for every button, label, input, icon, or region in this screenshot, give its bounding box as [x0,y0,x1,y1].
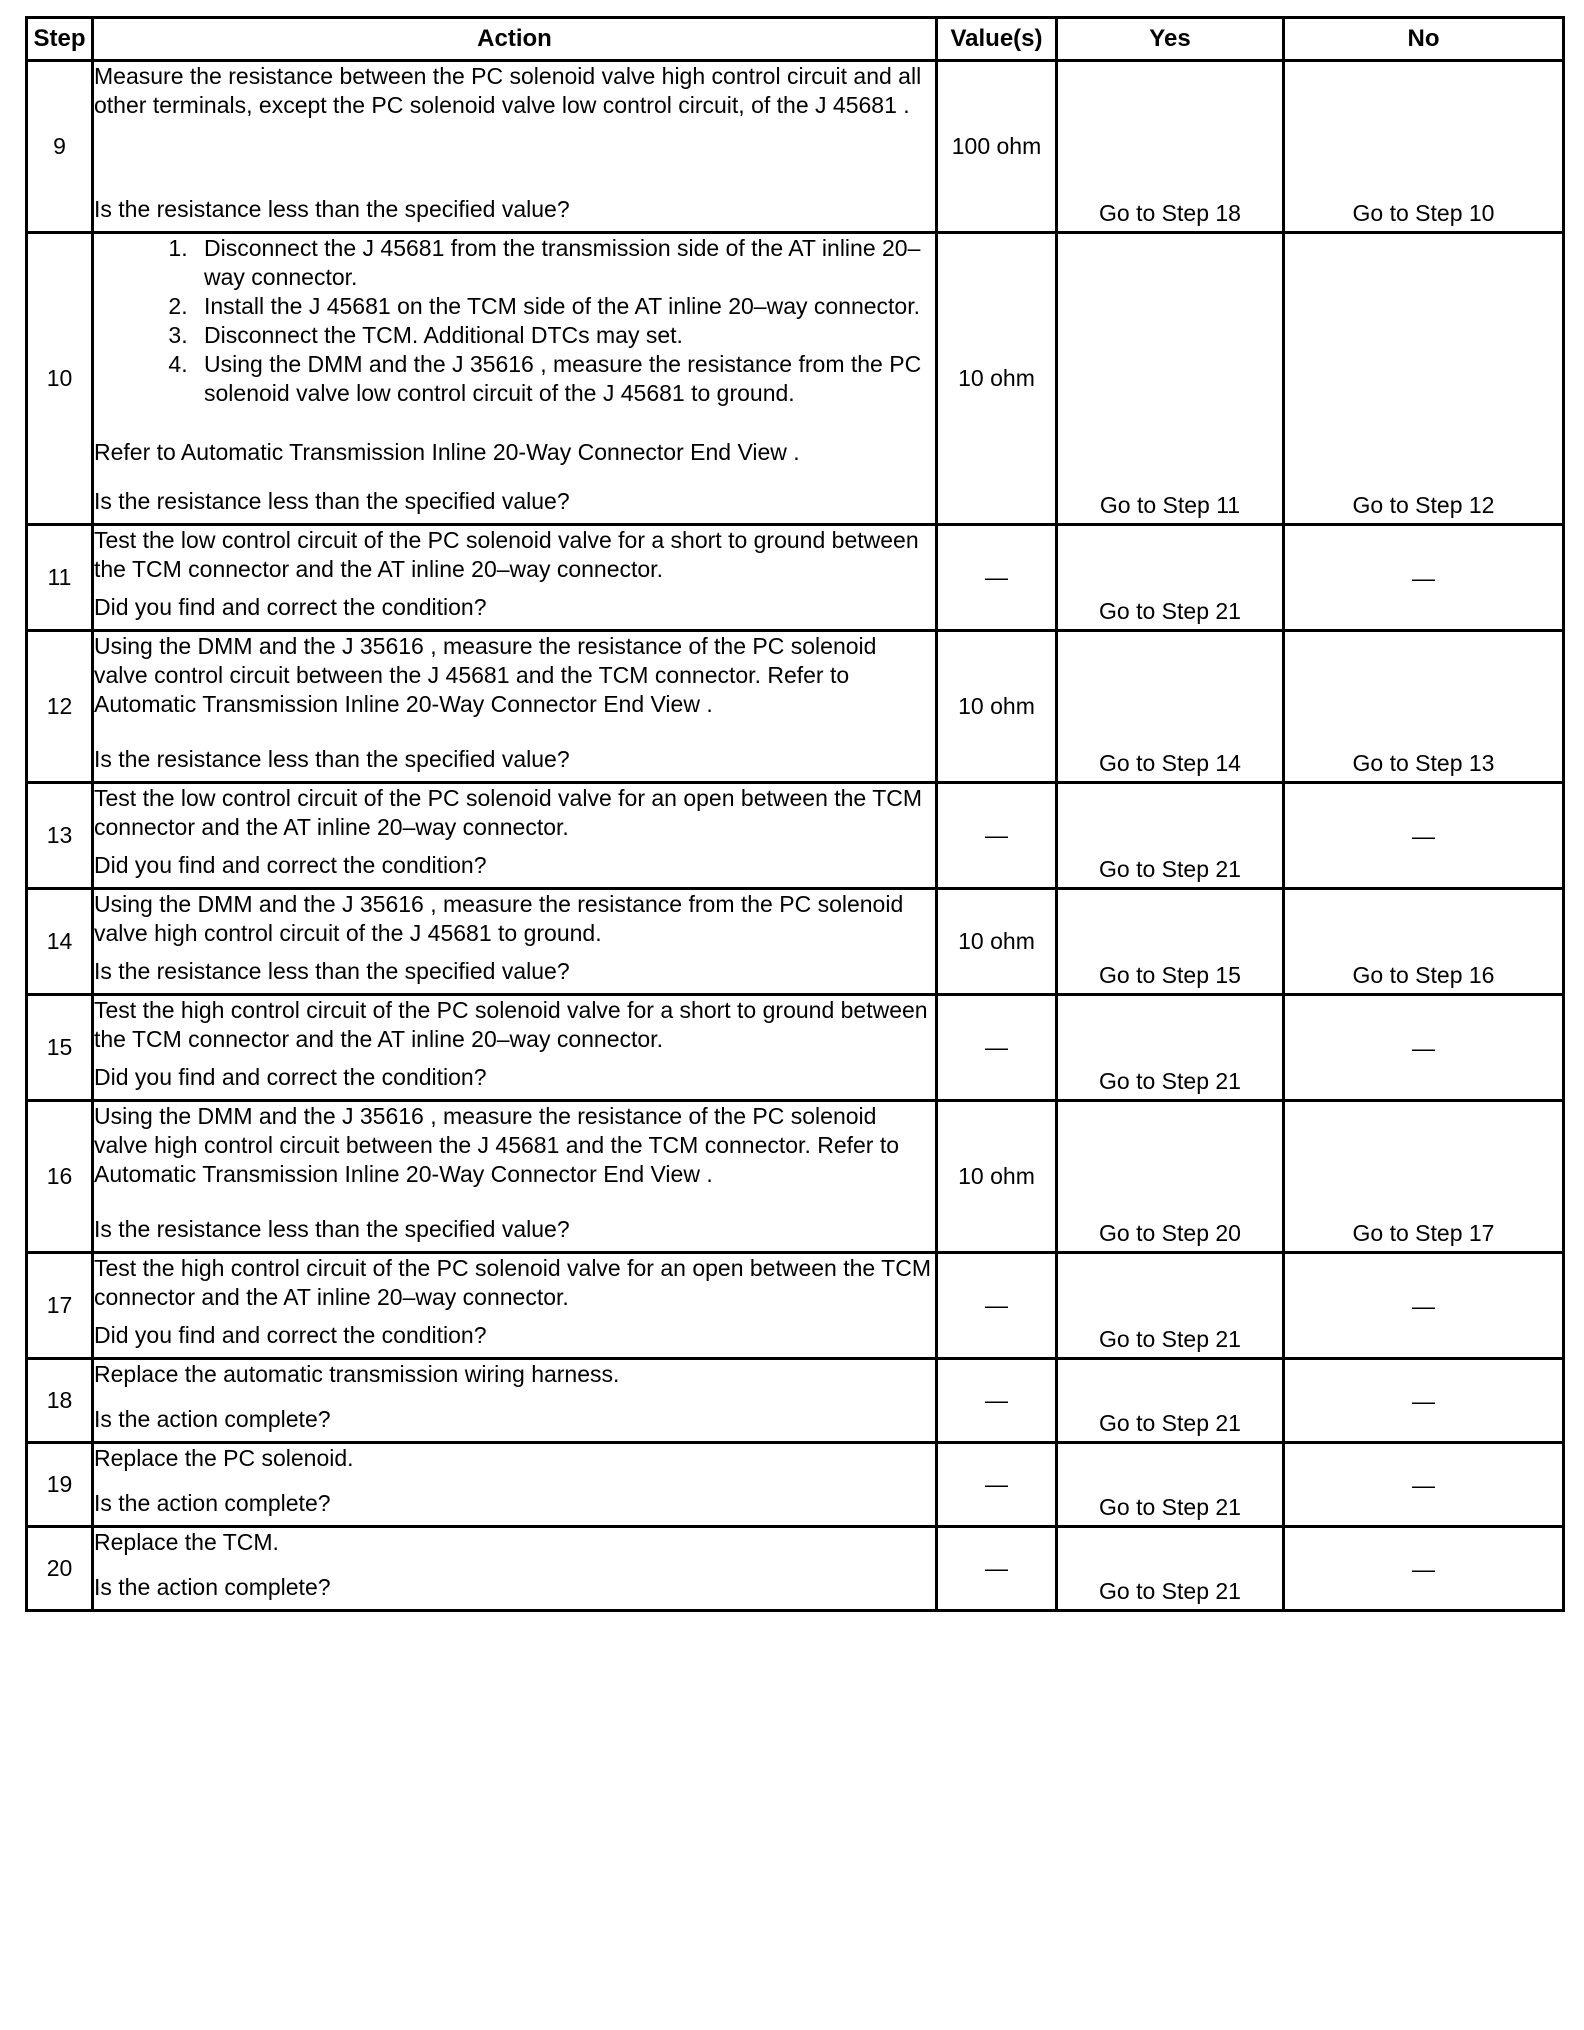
no-dash: — [1412,1471,1435,1498]
action-cell [93,1359,937,1443]
action-cell [93,631,937,783]
no-cell [1284,889,1564,995]
action-cell [93,995,937,1101]
no-goto-link[interactable]: Go to Step 16 [1352,962,1495,988]
action-steps-list [94,234,935,408]
action-text: Test the high control circuit of the PC solenoid valve for a short to ground between the TCM connector and the AT inline 20–way connector. [94,997,928,1052]
yes-cell [1057,783,1284,889]
yes-cell [1057,525,1284,631]
value-cell: — [937,525,1057,631]
action-step-item: 4. Using the DMM and the J 35616 , measure the resistance from the PC solenoid valve low control circuit of the J 45681 to ground. [194,350,935,408]
step-number: 19 [27,1443,93,1527]
action-cell [93,1101,937,1253]
header-values: Value(s) [937,18,1057,61]
action-text: Replace the automatic transmission wiring harness. [94,1361,620,1387]
action-text: Test the high control circuit of the PC solenoid valve for an open between the TCM connector and the AT inline 20–way connector. [94,1255,931,1310]
value-cell: — [937,995,1057,1101]
no-cell [1284,1101,1564,1253]
yes-cell [1057,233,1284,525]
step-number: 14 [27,889,93,995]
no-cell [1284,1443,1564,1527]
no-goto-link[interactable]: Go to Step 13 [1352,750,1495,776]
step-number: 20 [27,1527,93,1611]
no-cell [1284,1527,1564,1611]
no-cell [1284,1359,1564,1443]
action-text: Replace the TCM. [94,1529,279,1555]
action-cell [93,233,937,525]
yes-goto-link[interactable]: Go to Step 15 [1099,962,1241,988]
action-step-item: 1. Disconnect the J 45681 from the transmission side of the AT inline 20–way connector. [194,234,935,292]
yes-cell [1057,1253,1284,1359]
no-dash: — [1412,1292,1435,1319]
action-cell [93,1253,937,1359]
value-cell: — [937,1443,1057,1527]
action-question: Is the resistance less than the specified value? [94,958,570,984]
value-cell: — [937,1527,1057,1611]
no-dash: — [1412,822,1435,849]
action-question: Is the action complete? [94,1406,331,1432]
no-dash: — [1412,564,1435,591]
yes-cell [1057,1527,1284,1611]
table-body [27,61,1564,1611]
table-row [27,61,1564,233]
yes-goto-link[interactable]: Go to Step 21 [1099,1410,1241,1436]
value-cell: 10 ohm [937,1101,1057,1253]
action-cell [93,1443,937,1527]
table-row [27,631,1564,783]
header-yes: Yes [1057,18,1284,61]
step-number: 16 [27,1101,93,1253]
yes-goto-link[interactable]: Go to Step 21 [1099,856,1241,882]
action-question: Is the resistance less than the specified value? [94,746,570,772]
yes-cell [1057,995,1284,1101]
header-action: Action [93,18,937,61]
no-cell [1284,1253,1564,1359]
action-question: Is the action complete? [94,1574,331,1600]
step-number: 12 [27,631,93,783]
no-goto-link[interactable]: Go to Step 10 [1352,200,1495,226]
yes-goto-link[interactable]: Go to Step 11 [1099,492,1241,518]
table-row [27,783,1564,889]
no-goto-link[interactable]: Go to Step 17 [1352,1220,1495,1246]
table-row [27,1527,1564,1611]
action-question: Did you find and correct the condition? [94,852,487,878]
action-question: Is the action complete? [94,1490,331,1516]
no-cell [1284,995,1564,1101]
table-row [27,1359,1564,1443]
no-goto-link[interactable]: Go to Step 12 [1352,492,1495,518]
no-cell [1284,631,1564,783]
value-cell: — [937,783,1057,889]
no-dash: — [1412,1387,1435,1414]
value-cell: 100 ohm [937,61,1057,233]
action-question: Is the resistance less than the specified value? [94,1216,570,1242]
action-step-item: 3. Disconnect the TCM. Additional DTCs may set. [194,321,935,350]
header-row [27,18,1564,61]
step-number: 18 [27,1359,93,1443]
step-number: 10 [27,233,93,525]
no-cell [1284,61,1564,233]
action-question: Did you find and correct the condition? [94,1322,487,1348]
action-cell [93,525,937,631]
yes-goto-link[interactable]: Go to Step 21 [1099,1326,1241,1352]
value-cell: 10 ohm [937,233,1057,525]
table-row [27,1443,1564,1527]
yes-goto-link[interactable]: Go to Step 21 [1099,1494,1241,1520]
action-text: Using the DMM and the J 35616 , measure the resistance from the PC solenoid valve high control circuit of the J 45681 to ground. [94,891,904,946]
header-step: Step [27,18,93,61]
action-question: Is the resistance less than the specified value? [94,488,570,514]
action-question: Did you find and correct the condition? [94,594,487,620]
no-dash: — [1412,1034,1435,1061]
yes-goto-link[interactable]: Go to Step 21 [1099,598,1241,624]
yes-cell [1057,631,1284,783]
yes-cell [1057,61,1284,233]
no-dash: — [1412,1555,1435,1582]
action-text: Measure the resistance between the PC solenoid valve high control circuit and all other terminals, except the PC solenoid valve low control circuit, of the J 45681 . [94,63,922,118]
table-row [27,525,1564,631]
table-row [27,233,1564,525]
table-row [27,1253,1564,1359]
yes-cell [1057,889,1284,995]
table-row [27,889,1564,995]
action-cell [93,783,937,889]
action-cell [93,61,937,233]
action-text: Test the low control circuit of the PC solenoid valve for an open between the TCM connector and the AT inline 20–way connector. [94,785,923,840]
action-text: Test the low control circuit of the PC solenoid valve for a short to ground between the TCM connector and the AT inline 20–way connector. [94,527,919,582]
action-step-item: 2. Install the J 45681 on the TCM side of the AT inline 20–way connector. [194,292,935,321]
step-number: 9 [27,61,93,233]
action-text: Using the DMM and the J 35616 , measure the resistance of the PC solenoid valve control circuit between the J 45681 and the TCM connector. Refer to Automatic Transmission Inline 20-Way Connector End View . [94,633,877,717]
step-number: 13 [27,783,93,889]
yes-cell [1057,1359,1284,1443]
action-reference: Refer to Automatic Transmission Inline 20-Way Connector End View . [94,439,800,465]
yes-goto-link[interactable]: Go to Step 18 [1099,200,1241,226]
yes-goto-link[interactable]: Go to Step 21 [1099,1578,1241,1604]
yes-goto-link[interactable]: Go to Step 14 [1099,750,1241,776]
action-question: Did you find and correct the condition? [94,1064,487,1090]
value-cell: 10 ohm [937,889,1057,995]
table-row [27,1101,1564,1253]
step-number: 11 [27,525,93,631]
header-no: No [1284,18,1564,61]
no-cell [1284,525,1564,631]
action-text: Using the DMM and the J 35616 , measure the resistance of the PC solenoid valve high control circuit between the J 45681 and the TCM connector. Refer to Automatic Transmission Inline 20-Way Connector End View . [94,1103,900,1187]
step-number: 17 [27,1253,93,1359]
action-cell [93,1527,937,1611]
yes-goto-link[interactable]: Go to Step 21 [1099,1068,1241,1094]
yes-cell [1057,1101,1284,1253]
action-cell [93,889,937,995]
yes-goto-link[interactable]: Go to Step 20 [1099,1220,1241,1246]
table-row [27,995,1564,1101]
yes-cell [1057,1443,1284,1527]
action-text: Replace the PC solenoid. [94,1445,354,1471]
value-cell: — [937,1253,1057,1359]
step-number: 15 [27,995,93,1101]
value-cell: 10 ohm [937,631,1057,783]
no-cell [1284,783,1564,889]
action-question: Is the resistance less than the specified value? [94,196,570,222]
diagnostic-table [25,16,1565,1612]
value-cell: — [937,1359,1057,1443]
no-cell [1284,233,1564,525]
